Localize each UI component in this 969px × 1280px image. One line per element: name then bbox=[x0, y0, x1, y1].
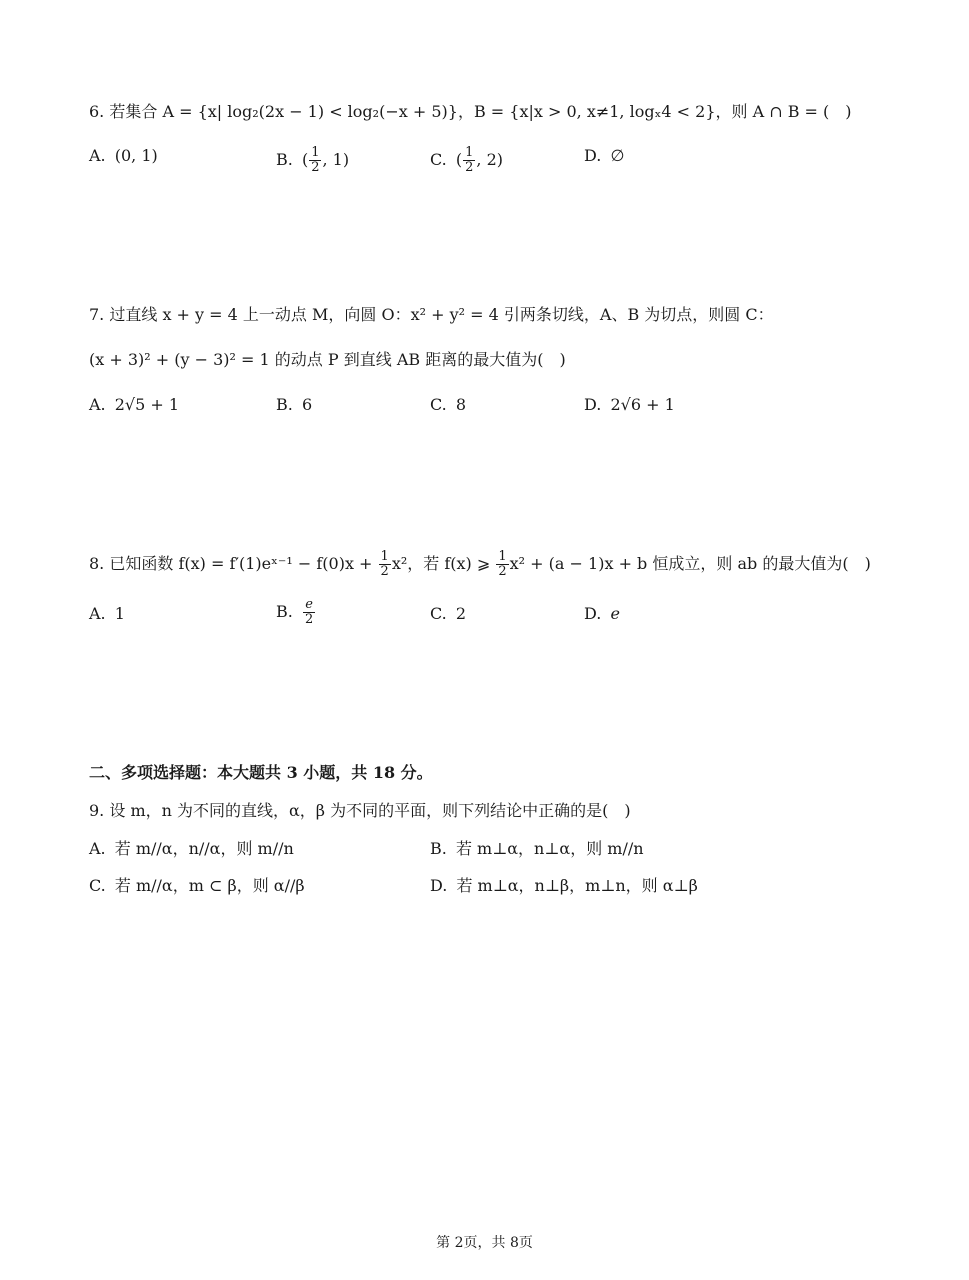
option-label: B. bbox=[276, 150, 293, 169]
option-label: C. bbox=[430, 150, 447, 169]
q8-stem-part-b: x²，若 f(x) ⩾ bbox=[391, 554, 496, 573]
q8-option-a bbox=[89, 604, 125, 624]
q7-option-d bbox=[584, 395, 675, 415]
option-pre: ( bbox=[455, 150, 463, 169]
q9-option-b bbox=[430, 839, 644, 859]
option-label: A. bbox=[89, 395, 106, 414]
q8-option-b bbox=[276, 598, 316, 627]
option-label: A. bbox=[89, 146, 106, 165]
option-label: B. bbox=[276, 602, 293, 621]
q8-stem-part-c: x² + (a − 1)x + b 恒成立，则 ab 的最大值为( ) bbox=[509, 554, 871, 573]
fraction-numerator: e bbox=[305, 597, 313, 612]
option-pre: ( bbox=[301, 150, 309, 169]
q9-option-d bbox=[430, 876, 698, 896]
q7-option-a bbox=[89, 395, 179, 415]
option-label: D. bbox=[584, 604, 602, 623]
fraction-numerator: 1 bbox=[311, 145, 320, 160]
option-text: 1 bbox=[114, 604, 125, 623]
option-label: D. bbox=[430, 876, 448, 895]
q7-option-b bbox=[276, 395, 312, 415]
q9-stem: 9. 设 m，n 为不同的直线，α，β 为不同的平面，则下列结论中正确的是( ) bbox=[89, 801, 631, 820]
q9-option-c bbox=[89, 876, 305, 896]
q7-option-c bbox=[430, 395, 466, 415]
option-label: C. bbox=[430, 395, 447, 414]
option-text: (0, 1) bbox=[114, 146, 158, 165]
option-text: 2√6 + 1 bbox=[610, 395, 675, 414]
option-text: e bbox=[610, 604, 620, 623]
option-label: A. bbox=[89, 604, 106, 623]
q8-stem-part-a: 8. 已知函数 f(x) = f′(1)eˣ⁻¹ − f(0)x + bbox=[89, 554, 378, 573]
q6-option-d bbox=[584, 146, 624, 166]
option-text: 2 bbox=[455, 604, 467, 623]
option-text: 6 bbox=[301, 395, 313, 414]
fraction-denominator: 2 bbox=[498, 564, 507, 579]
option-label: D. bbox=[584, 395, 602, 414]
fraction bbox=[463, 146, 475, 175]
option-text: 若 m//α，m ⊂ β，则 α//β bbox=[114, 876, 305, 895]
option-post: , 1) bbox=[322, 150, 350, 169]
q7-stem-line-2: (x + 3)² + (y − 3)² = 1 的动点 P 到直线 AB 距离的最大值为( ) bbox=[89, 350, 566, 369]
section-2-title: 二、多项选择题：本大题共 3 小题，共 18 分。 bbox=[89, 763, 433, 782]
fraction-numerator: 1 bbox=[498, 549, 507, 564]
fraction bbox=[309, 146, 321, 175]
q9-option-a bbox=[89, 839, 294, 859]
q6-stem: 6. 若集合 A = {x| log₂(2x − 1) < log₂(−x + 5)}，B = {x|x > 0, x≠1, logₓ4 < 2}，则 A ∩ B = ( ) bbox=[89, 102, 852, 121]
option-text: 若 m⊥α，n⊥α，则 m//n bbox=[455, 839, 644, 858]
fraction bbox=[379, 550, 391, 579]
fraction-denominator: 2 bbox=[304, 612, 314, 627]
q6-option-a bbox=[89, 146, 158, 166]
option-text: 8 bbox=[455, 395, 467, 414]
q7-stem-line-1: 7. 过直线 x + y = 4 上一动点 M，向圆 O：x² + y² = 4 引两条切线，A、B 为切点，则圆 C： bbox=[89, 305, 774, 324]
page-footer: 第 2页，共 8页 bbox=[436, 1235, 533, 1251]
fraction bbox=[496, 550, 508, 579]
option-label: C. bbox=[89, 876, 106, 895]
fraction bbox=[303, 598, 315, 627]
option-text: 若 m//α，n//α，则 m//n bbox=[114, 839, 294, 858]
option-text: 若 m⊥α，n⊥β，m⊥n，则 α⊥β bbox=[456, 876, 698, 895]
fraction-denominator: 2 bbox=[465, 160, 474, 175]
q8-option-c bbox=[430, 604, 466, 624]
option-label: B. bbox=[430, 839, 447, 858]
option-label: D. bbox=[584, 146, 602, 165]
option-label: B. bbox=[276, 395, 293, 414]
fraction-numerator: 1 bbox=[465, 145, 474, 160]
option-post: , 2) bbox=[476, 150, 503, 169]
option-text: 2√5 + 1 bbox=[114, 395, 180, 414]
fraction-numerator: 1 bbox=[380, 549, 389, 564]
option-label: C. bbox=[430, 604, 447, 623]
option-label: A. bbox=[89, 839, 106, 858]
q8-option-d bbox=[584, 604, 620, 624]
fraction-denominator: 2 bbox=[380, 564, 389, 579]
q6-option-b bbox=[276, 146, 349, 175]
q8-stem bbox=[89, 550, 871, 579]
q6-option-c bbox=[430, 146, 503, 175]
fraction-denominator: 2 bbox=[311, 160, 320, 175]
option-text: ∅ bbox=[610, 146, 625, 165]
